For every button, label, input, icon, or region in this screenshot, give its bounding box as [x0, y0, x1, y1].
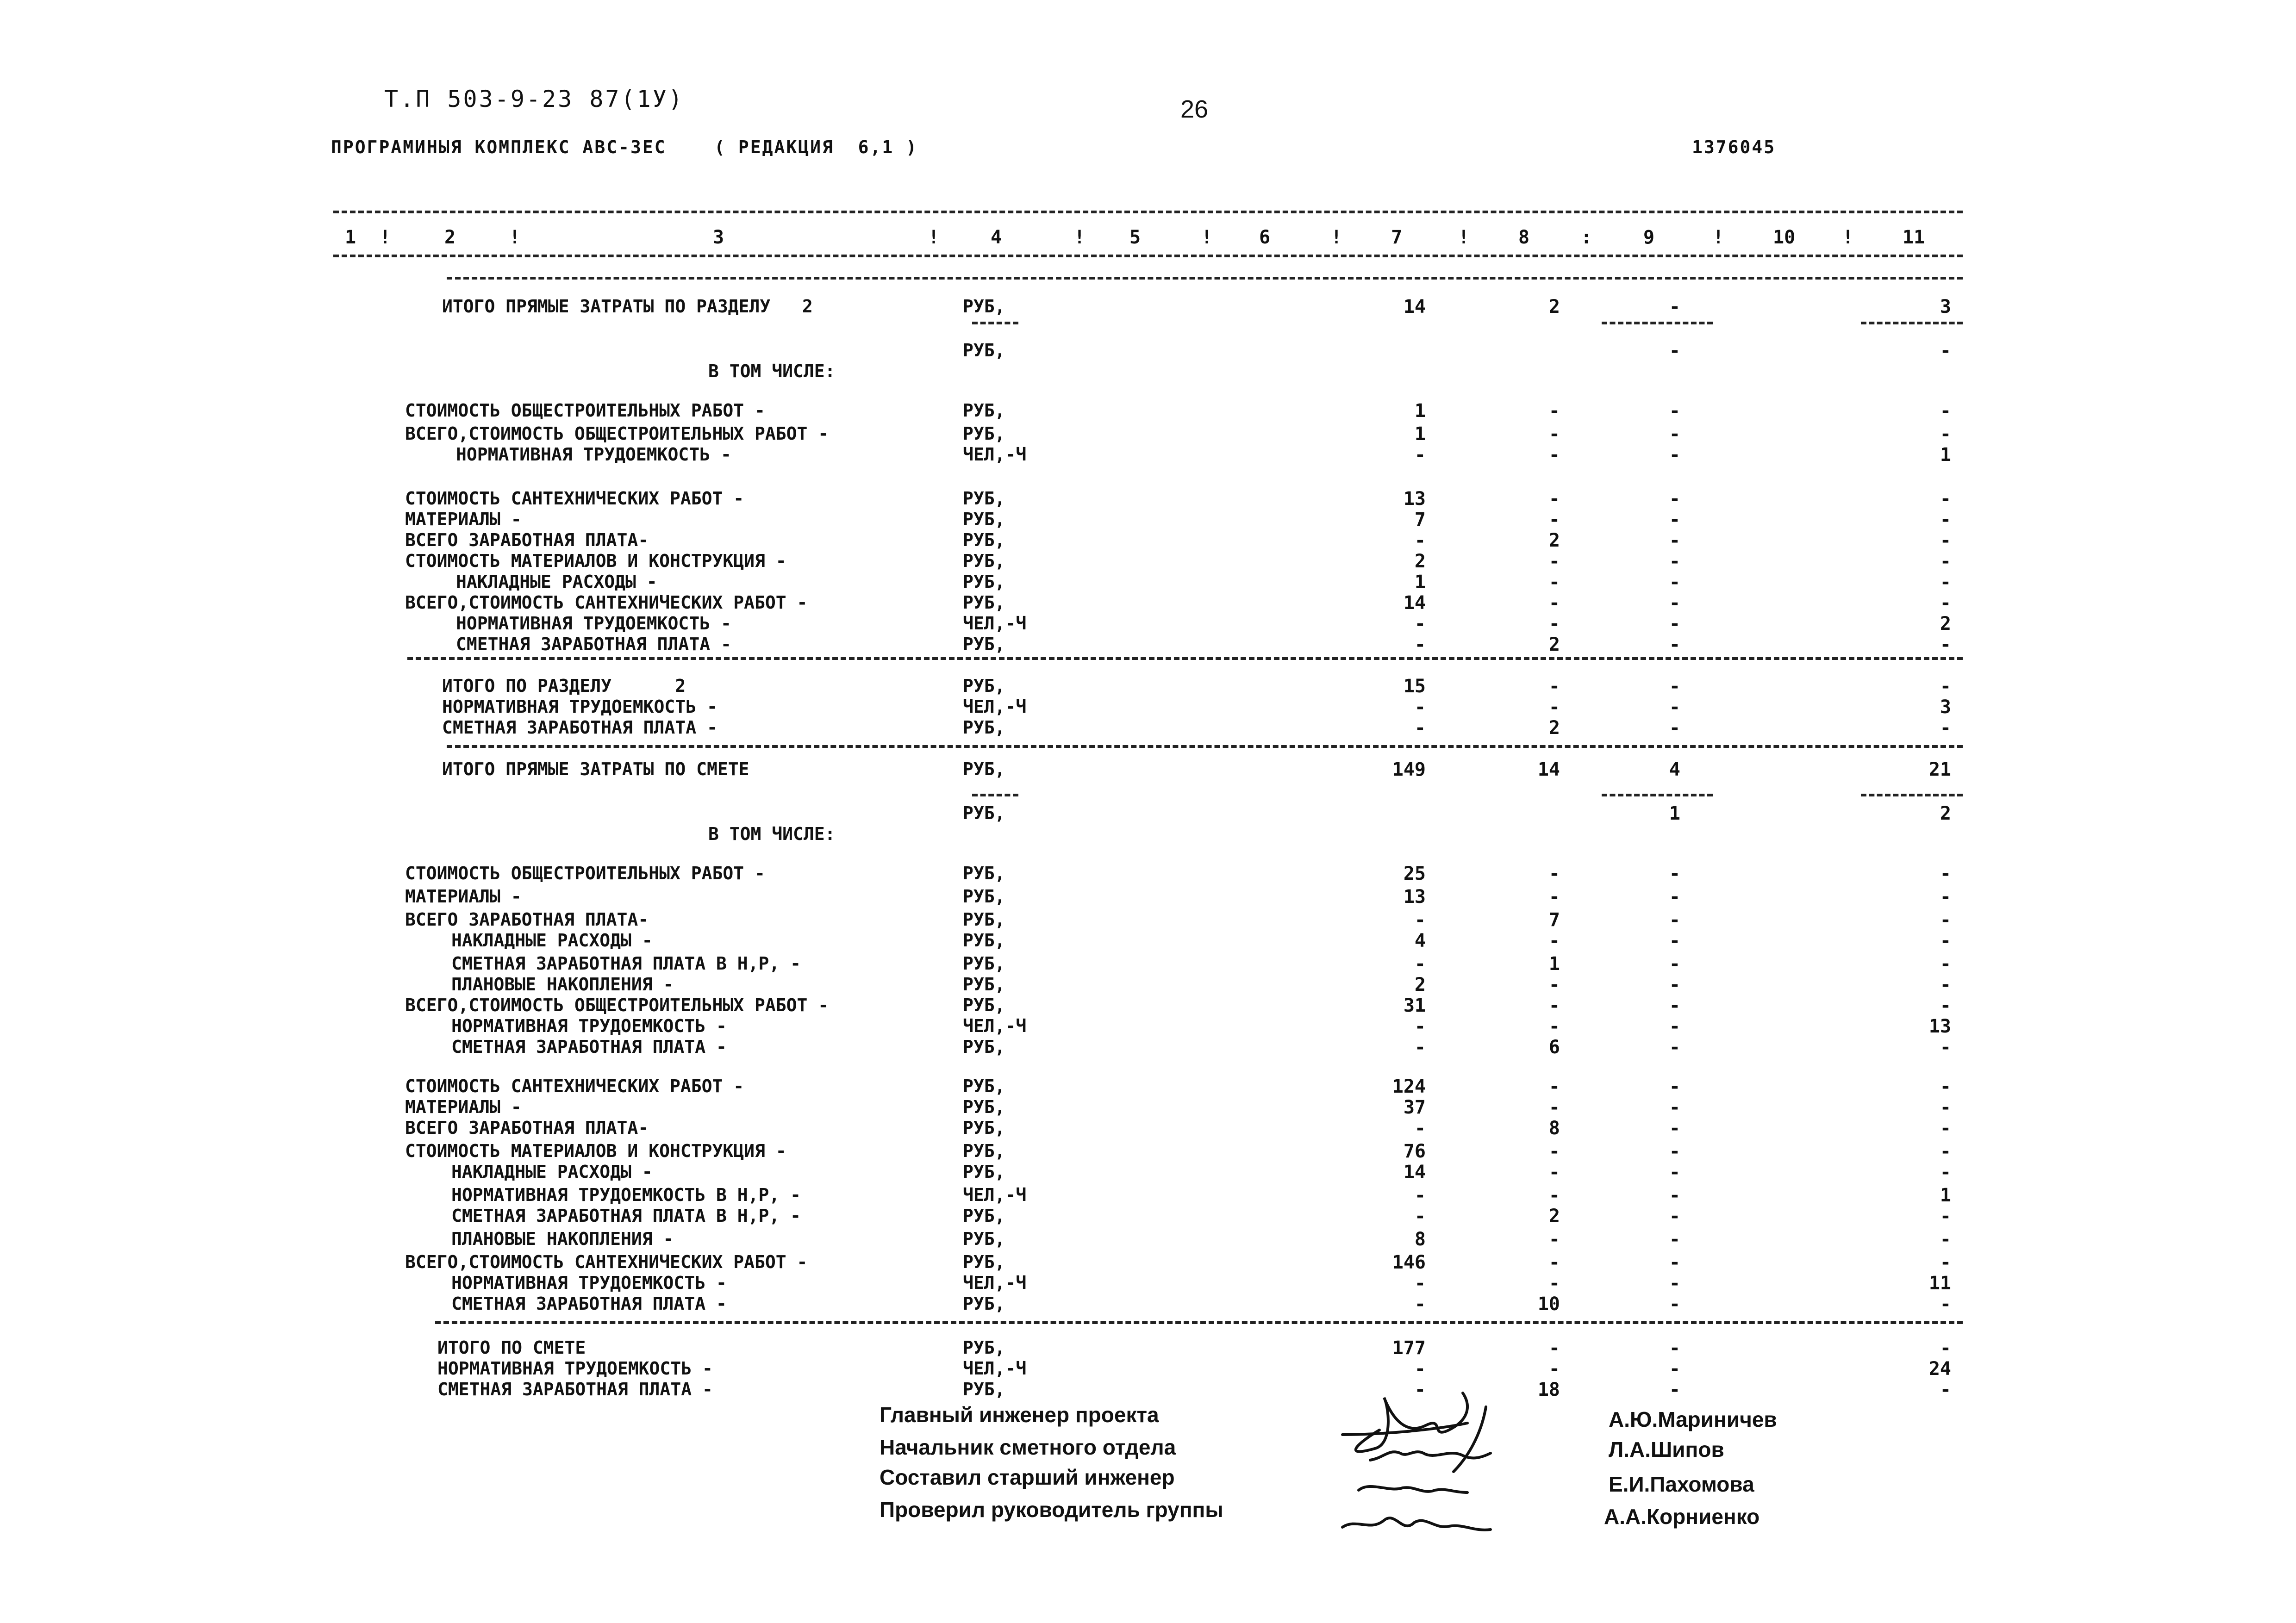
row-unit: РУБ, [963, 592, 1005, 613]
row-label: ВСЕГО,СТОИМОСТЬ ОБЩЕСТРОИТЕЛЬНЫХ РАБОТ - [405, 995, 829, 1015]
cell-col9: - [1669, 930, 1680, 951]
cell-col9: - [1669, 592, 1680, 614]
row-label: НОРМАТИВНАЯ ТРУДОЕМКОСТЬ - [442, 696, 718, 717]
cell-col7: - [1414, 1037, 1426, 1058]
cell-col8: - [1548, 1252, 1560, 1273]
row-label: СТОИМОСТЬ МАТЕРИАЛОВ И КОНСТРУКЦИЯ - [405, 551, 786, 571]
row-label: ПЛАНОВЫЕ НАКОПЛЕНИЯ - [451, 1229, 674, 1249]
row-unit: РУБ, [963, 759, 1005, 779]
row-label: СМЕТНАЯ ЗАРАБОТНАЯ ПЛАТА - [456, 634, 731, 654]
section-rule [972, 322, 1018, 324]
cell-col9: - [1669, 296, 1680, 317]
row-label: НОРМАТИВНАЯ ТРУДОЕМКОСТЬ - [456, 444, 731, 465]
row-unit: РУБ, [963, 400, 1005, 421]
column-header-10: 10 [1773, 227, 1796, 248]
cell-col8: 2 [1548, 296, 1560, 317]
cell-col9: - [1669, 1118, 1680, 1139]
cell-col8: 8 [1548, 1118, 1560, 1139]
cell-col8: - [1548, 1016, 1560, 1037]
column-header-3: 3 [713, 227, 724, 248]
cell-col11: - [1940, 530, 1951, 551]
cell-col7: 1 [1414, 400, 1426, 422]
row-unit: ЧЕЛ,-Ч [963, 696, 1027, 717]
row-unit: РУБ, [963, 995, 1005, 1015]
column-header-8: 8 [1518, 227, 1530, 248]
cell-col9: - [1669, 1358, 1680, 1380]
column-header-4: 4 [991, 227, 1002, 248]
row-label: НОРМАТИВНАЯ ТРУДОЕМКОСТЬ - [456, 613, 731, 634]
cell-col7: 1 [1414, 572, 1426, 593]
row-label: СТОИМОСТЬ САНТЕХНИЧЕСКИХ РАБОТ - [405, 1076, 744, 1096]
program-title: ПРОГРАМИНЫЯ КОМПЛЕКС АВС-ЗЕС ( РЕДАКЦИЯ 6,1 ) [331, 137, 918, 157]
cell-col8: - [1548, 423, 1560, 445]
cell-col11: - [1940, 1141, 1951, 1162]
column-header-11: 11 [1903, 227, 1925, 248]
cell-col9: - [1669, 1016, 1680, 1037]
cell-col11: - [1940, 676, 1951, 697]
cell-col9: - [1669, 572, 1680, 593]
cell-col9: - [1669, 1097, 1680, 1118]
cell-col11: - [1940, 634, 1951, 655]
cell-col7: 4 [1414, 930, 1426, 951]
section-rule [435, 1321, 1963, 1324]
cell-col8: - [1548, 974, 1560, 995]
cell-col11: - [1940, 930, 1951, 951]
cell-col11: - [1940, 974, 1951, 995]
cell-col7: 2 [1414, 551, 1426, 572]
row-unit: РУБ, [963, 974, 1005, 995]
cell-col9: - [1669, 1337, 1680, 1359]
row-unit: РУБ, [963, 296, 1005, 317]
signatory-role: Главный инженер проекта [880, 1403, 1159, 1427]
cell-col7: - [1414, 1358, 1426, 1380]
row-label: ПЛАНОВЫЕ НАКОПЛЕНИЯ - [451, 974, 674, 995]
cell-col8: - [1548, 1141, 1560, 1162]
cell-col9: - [1669, 1037, 1680, 1058]
cell-col8: - [1548, 676, 1560, 697]
cell-col9: - [1669, 1229, 1680, 1250]
cell-col11: - [1940, 1118, 1951, 1139]
row-label: ИТОГО ПО РАЗДЕЛУ 2 [442, 676, 686, 696]
cell-col8: 14 [1537, 759, 1560, 780]
cell-col9: - [1669, 1076, 1680, 1097]
cell-col8: - [1548, 1358, 1560, 1380]
document-number: 1376045 [1692, 137, 1776, 157]
section-rule [407, 657, 1963, 660]
cell-col11: - [1940, 400, 1951, 422]
cell-col11: - [1940, 1206, 1951, 1227]
row-unit: РУБ, [963, 1229, 1005, 1249]
cell-col11: 24 [1928, 1358, 1951, 1380]
row-unit: РУБ, [963, 634, 1005, 654]
cell-col8: - [1548, 592, 1560, 614]
cell-col7: 7 [1414, 509, 1426, 530]
cell-col9: - [1669, 613, 1680, 634]
cell-col8: - [1548, 863, 1560, 884]
cell-col8: 2 [1548, 1206, 1560, 1227]
cell-col7: 14 [1403, 1162, 1426, 1183]
column-separator: ! [1842, 227, 1854, 248]
row-label: НОРМАТИВНАЯ ТРУДОЕМКОСТЬ В Н,Р, - [451, 1185, 801, 1205]
cell-col9: - [1669, 1252, 1680, 1273]
row-unit: РУБ, [963, 953, 1005, 974]
cell-col11: 3 [1940, 696, 1951, 718]
row-unit: РУБ, [963, 340, 1005, 361]
cell-col11: 13 [1928, 1016, 1951, 1037]
row-unit: РУБ, [963, 1141, 1005, 1161]
cell-col8: - [1548, 613, 1560, 634]
cell-col11: 2 [1940, 803, 1951, 824]
row-unit: РУБ, [963, 1037, 1005, 1057]
cell-col11: 3 [1940, 296, 1951, 317]
cell-col8: 18 [1537, 1379, 1560, 1400]
row-unit: ЧЕЛ,-Ч [963, 444, 1027, 465]
row-unit: ЧЕЛ,-Ч [963, 1358, 1027, 1379]
row-unit: РУБ, [963, 863, 1005, 883]
cell-col8: - [1548, 1185, 1560, 1206]
cell-col8: 6 [1548, 1037, 1560, 1058]
cell-col9: - [1669, 509, 1680, 530]
cell-col9: - [1669, 995, 1680, 1016]
row-label: ВСЕГО ЗАРАБОТНАЯ ПЛАТА- [405, 909, 649, 930]
cell-col11: - [1940, 423, 1951, 445]
row-unit: ЧЕЛ,-Ч [963, 1185, 1027, 1205]
cell-col7: - [1414, 1118, 1426, 1139]
cell-col7: 1 [1414, 423, 1426, 445]
cell-col7: - [1414, 1206, 1426, 1227]
row-label: МАТЕРИАЛЫ - [405, 886, 522, 907]
row-label: СМЕТНАЯ ЗАРАБОТНАЯ ПЛАТА В Н,Р, - [451, 953, 801, 974]
row-label: СТОИМОСТЬ ОБЩЕСТРОИТЕЛЬНЫХ РАБОТ - [405, 400, 765, 421]
cell-col8: 7 [1548, 909, 1560, 931]
section-rule [1602, 794, 1713, 796]
cell-col8: 2 [1548, 717, 1560, 739]
cell-col8: 2 [1548, 530, 1560, 551]
row-label: СМЕТНАЯ ЗАРАБОТНАЯ ПЛАТА - [451, 1037, 727, 1057]
signatory-name: Л.А.Шипов [1609, 1437, 1724, 1461]
row-unit: РУБ, [963, 1337, 1005, 1358]
project-code: Т.П 503-9-23 87(1У) [384, 86, 684, 112]
cell-col8: 2 [1548, 634, 1560, 655]
cell-col9: - [1669, 1162, 1680, 1183]
section-rule [447, 745, 1963, 748]
column-separator: ! [1458, 227, 1470, 248]
header-top-rule [333, 211, 1963, 213]
row-label: ИТОГО ПРЯМЫЕ ЗАТРАТЫ ПО СМЕТЕ [442, 759, 749, 779]
row-label: НОРМАТИВНАЯ ТРУДОЕМКОСТЬ - [437, 1358, 713, 1379]
cell-col11: - [1940, 1097, 1951, 1118]
row-unit: РУБ, [963, 886, 1005, 907]
cell-col9: - [1669, 1379, 1680, 1400]
cell-col11: 1 [1940, 1185, 1951, 1206]
row-unit: РУБ, [963, 1097, 1005, 1117]
section-rule [1861, 794, 1963, 796]
row-label: МАТЕРИАЛЫ - [405, 1097, 522, 1117]
page-number: 26 [1180, 95, 1209, 123]
cell-col11: - [1940, 509, 1951, 530]
row-label: СТОИМОСТЬ ОБЩЕСТРОИТЕЛЬНЫХ РАБОТ - [405, 863, 765, 883]
cell-col7: 25 [1403, 863, 1426, 884]
row-unit: РУБ, [963, 572, 1005, 592]
cell-col7: 2 [1414, 974, 1426, 995]
cell-col7: 13 [1403, 886, 1426, 908]
column-separator: : [1581, 227, 1592, 248]
row-unit: РУБ, [963, 1118, 1005, 1138]
cell-col11: - [1940, 953, 1951, 975]
cell-col7: 14 [1403, 592, 1426, 614]
cell-col11: - [1940, 1037, 1951, 1058]
row-unit: РУБ, [963, 909, 1005, 930]
cell-col11: 21 [1928, 759, 1951, 780]
cell-col11: - [1940, 1229, 1951, 1250]
header-bottom-rule [333, 255, 1963, 257]
cell-col9: - [1669, 953, 1680, 975]
cell-col7: 14 [1403, 296, 1426, 317]
cell-col11: - [1940, 1162, 1951, 1183]
row-label: ВСЕГО,СТОИМОСТЬ ОБЩЕСТРОИТЕЛЬНЫХ РАБОТ - [405, 423, 829, 444]
cell-col7: 31 [1403, 995, 1426, 1016]
cell-col7: - [1414, 1293, 1426, 1315]
cell-col9: - [1669, 717, 1680, 739]
cell-col9: - [1669, 1293, 1680, 1315]
section-rule [1602, 322, 1713, 324]
cell-col7: - [1414, 953, 1426, 975]
cell-col7: - [1414, 444, 1426, 466]
cell-col11: - [1940, 1252, 1951, 1273]
cell-col7: 177 [1392, 1337, 1426, 1359]
row-unit: РУБ, [963, 530, 1005, 550]
cell-col8: 1 [1548, 953, 1560, 975]
cell-col11: - [1940, 572, 1951, 593]
cell-col8: - [1548, 551, 1560, 572]
column-header-2: 2 [444, 227, 456, 248]
row-label: В ТОМ ЧИСЛЕ: [708, 824, 836, 844]
column-header-5: 5 [1129, 227, 1141, 248]
cell-col7: - [1414, 696, 1426, 718]
cell-col7: 8 [1414, 1229, 1426, 1250]
row-label: НАКЛАДНЫЕ РАСХОДЫ - [451, 930, 653, 951]
row-label: ИТОГО ПРЯМЫЕ ЗАТРАТЫ ПО РАЗДЕЛУ 2 [442, 296, 813, 317]
row-label: СТОИМОСТЬ САНТЕХНИЧЕСКИХ РАБОТ - [405, 488, 744, 509]
row-label: НОРМАТИВНАЯ ТРУДОЕМКОСТЬ - [451, 1016, 727, 1036]
cell-col11: - [1940, 1076, 1951, 1097]
cell-col9: 1 [1669, 803, 1680, 824]
row-label: ВСЕГО ЗАРАБОТНАЯ ПЛАТА- [405, 1118, 649, 1138]
cell-col9: - [1669, 1141, 1680, 1162]
cell-col7: - [1414, 530, 1426, 551]
row-unit: РУБ, [963, 1252, 1005, 1272]
cell-col8: - [1548, 1229, 1560, 1250]
row-label: В ТОМ ЧИСЛЕ: [708, 361, 836, 381]
row-label: СМЕТНАЯ ЗАРАБОТНАЯ ПЛАТА В Н,Р, - [451, 1206, 801, 1226]
cell-col11: - [1940, 340, 1951, 361]
cell-col7: - [1414, 634, 1426, 655]
cell-col9: - [1669, 1273, 1680, 1294]
row-unit: РУБ, [963, 551, 1005, 571]
cell-col8: - [1548, 995, 1560, 1016]
cell-col8: - [1548, 1097, 1560, 1118]
cell-col8: - [1548, 1162, 1560, 1183]
cell-col11: - [1940, 886, 1951, 908]
cell-col11: - [1940, 717, 1951, 739]
cell-col7: - [1414, 1379, 1426, 1400]
cell-col9: - [1669, 1185, 1680, 1206]
cell-col9: - [1669, 974, 1680, 995]
cell-col8: - [1548, 444, 1560, 466]
cell-col8: - [1548, 930, 1560, 951]
cell-col7: 76 [1403, 1141, 1426, 1162]
row-label: СМЕТНАЯ ЗАРАБОТНАЯ ПЛАТА - [437, 1379, 713, 1399]
row-unit: РУБ, [963, 423, 1005, 444]
section-rule [972, 794, 1018, 796]
cell-col11: - [1940, 995, 1951, 1016]
cell-col9: - [1669, 696, 1680, 718]
cell-col8: - [1548, 1273, 1560, 1294]
cell-col11: - [1940, 909, 1951, 931]
row-unit: РУБ, [963, 717, 1005, 738]
cell-col11: - [1940, 488, 1951, 510]
row-label: НОРМАТИВНАЯ ТРУДОЕМКОСТЬ - [451, 1273, 727, 1293]
row-unit: РУБ, [963, 803, 1005, 823]
handwritten-signatures [1315, 1379, 1555, 1550]
cell-col9: - [1669, 909, 1680, 931]
row-label: МАТЕРИАЛЫ - [405, 509, 522, 529]
column-header-7: 7 [1391, 227, 1403, 248]
column-header-6: 6 [1259, 227, 1271, 248]
signatory-name: А.Ю.Мариничев [1609, 1407, 1777, 1431]
section-rule [1861, 322, 1963, 324]
row-unit: РУБ, [963, 1293, 1005, 1314]
cell-col7: 37 [1403, 1097, 1426, 1118]
row-unit: ЧЕЛ,-Ч [963, 1016, 1027, 1036]
column-separator: ! [1331, 227, 1342, 248]
row-label: НАКЛАДНЫЕ РАСХОДЫ - [451, 1162, 653, 1182]
row-unit: РУБ, [963, 488, 1005, 509]
cell-col11: - [1940, 863, 1951, 884]
cell-col8: 10 [1537, 1293, 1560, 1315]
cell-col11: 11 [1928, 1273, 1951, 1294]
cell-col9: - [1669, 444, 1680, 466]
row-label: СМЕТНАЯ ЗАРАБОТНАЯ ПЛАТА - [451, 1293, 727, 1314]
cell-col7: 146 [1392, 1252, 1426, 1273]
cell-col9: - [1669, 530, 1680, 551]
row-label: ВСЕГО,СТОИМОСТЬ САНТЕХНИЧЕСКИХ РАБОТ - [405, 1252, 808, 1272]
column-header-9: 9 [1643, 227, 1655, 248]
cell-col9: - [1669, 1206, 1680, 1227]
row-unit: РУБ, [963, 1379, 1005, 1399]
row-label: СМЕТНАЯ ЗАРАБОТНАЯ ПЛАТА - [442, 717, 718, 738]
cell-col8: - [1548, 400, 1560, 422]
signatory-role: Начальник сметного отдела [880, 1435, 1176, 1459]
cell-col7: 15 [1403, 676, 1426, 697]
cell-col9: - [1669, 488, 1680, 510]
column-separator: ! [1713, 227, 1724, 248]
cell-col9: - [1669, 634, 1680, 655]
cell-col11: 1 [1940, 444, 1951, 466]
row-label: ВСЕГО,СТОИМОСТЬ САНТЕХНИЧЕСКИХ РАБОТ - [405, 592, 808, 613]
section-rule [447, 277, 1963, 280]
cell-col8: - [1548, 1337, 1560, 1359]
cell-col9: - [1669, 400, 1680, 422]
cell-col9: 4 [1669, 759, 1680, 780]
signatory-name: А.А.Корниенко [1604, 1505, 1760, 1529]
row-unit: РУБ, [963, 1162, 1005, 1182]
cell-col11: 2 [1940, 613, 1951, 634]
cell-col7: - [1414, 1016, 1426, 1037]
cell-col7: - [1414, 1185, 1426, 1206]
row-unit: ЧЕЛ,-Ч [963, 1273, 1027, 1293]
row-unit: РУБ, [963, 930, 1005, 951]
row-label: ИТОГО ПО СМЕТЕ [437, 1337, 586, 1358]
cell-col11: - [1940, 1337, 1951, 1359]
cell-col7: 13 [1403, 488, 1426, 510]
cell-col7: 124 [1392, 1076, 1426, 1097]
row-label: НАКЛАДНЫЕ РАСХОДЫ - [456, 572, 657, 592]
row-unit: РУБ, [963, 676, 1005, 696]
row-label: СТОИМОСТЬ МАТЕРИАЛОВ И КОНСТРУКЦИЯ - [405, 1141, 786, 1161]
cell-col9: - [1669, 886, 1680, 908]
cell-col9: - [1669, 340, 1680, 361]
column-header-1: 1 [345, 227, 356, 248]
cell-col11: - [1940, 1379, 1951, 1400]
row-unit: ЧЕЛ,-Ч [963, 613, 1027, 634]
cell-col8: - [1548, 886, 1560, 908]
cell-col8: - [1548, 696, 1560, 718]
row-label: ВСЕГО ЗАРАБОТНАЯ ПЛАТА- [405, 530, 649, 550]
cell-col11: - [1940, 592, 1951, 614]
cell-col8: - [1548, 1076, 1560, 1097]
column-separator: ! [1201, 227, 1213, 248]
signatory-role: Составил старший инженер [880, 1465, 1175, 1489]
cell-col7: - [1414, 613, 1426, 634]
cell-col7: - [1414, 717, 1426, 739]
column-separator: ! [509, 227, 521, 248]
cell-col7: 149 [1392, 759, 1426, 780]
cell-col7: - [1414, 1273, 1426, 1294]
row-unit: РУБ, [963, 1076, 1005, 1096]
cell-col8: - [1548, 572, 1560, 593]
cell-col9: - [1669, 551, 1680, 572]
cell-col9: - [1669, 423, 1680, 445]
cell-col9: - [1669, 676, 1680, 697]
signatory-role: Проверил руководитель группы [880, 1498, 1223, 1522]
column-separator: ! [1074, 227, 1086, 248]
cell-col11: - [1940, 551, 1951, 572]
cell-col11: - [1940, 1293, 1951, 1315]
cell-col9: - [1669, 863, 1680, 884]
cell-col7: - [1414, 909, 1426, 931]
row-unit: РУБ, [963, 1206, 1005, 1226]
cell-col8: - [1548, 488, 1560, 510]
cell-col8: - [1548, 509, 1560, 530]
signatory-name: Е.И.Пахомова [1609, 1472, 1754, 1496]
column-separator: ! [928, 227, 940, 248]
row-unit: РУБ, [963, 509, 1005, 529]
column-separator: ! [380, 227, 391, 248]
